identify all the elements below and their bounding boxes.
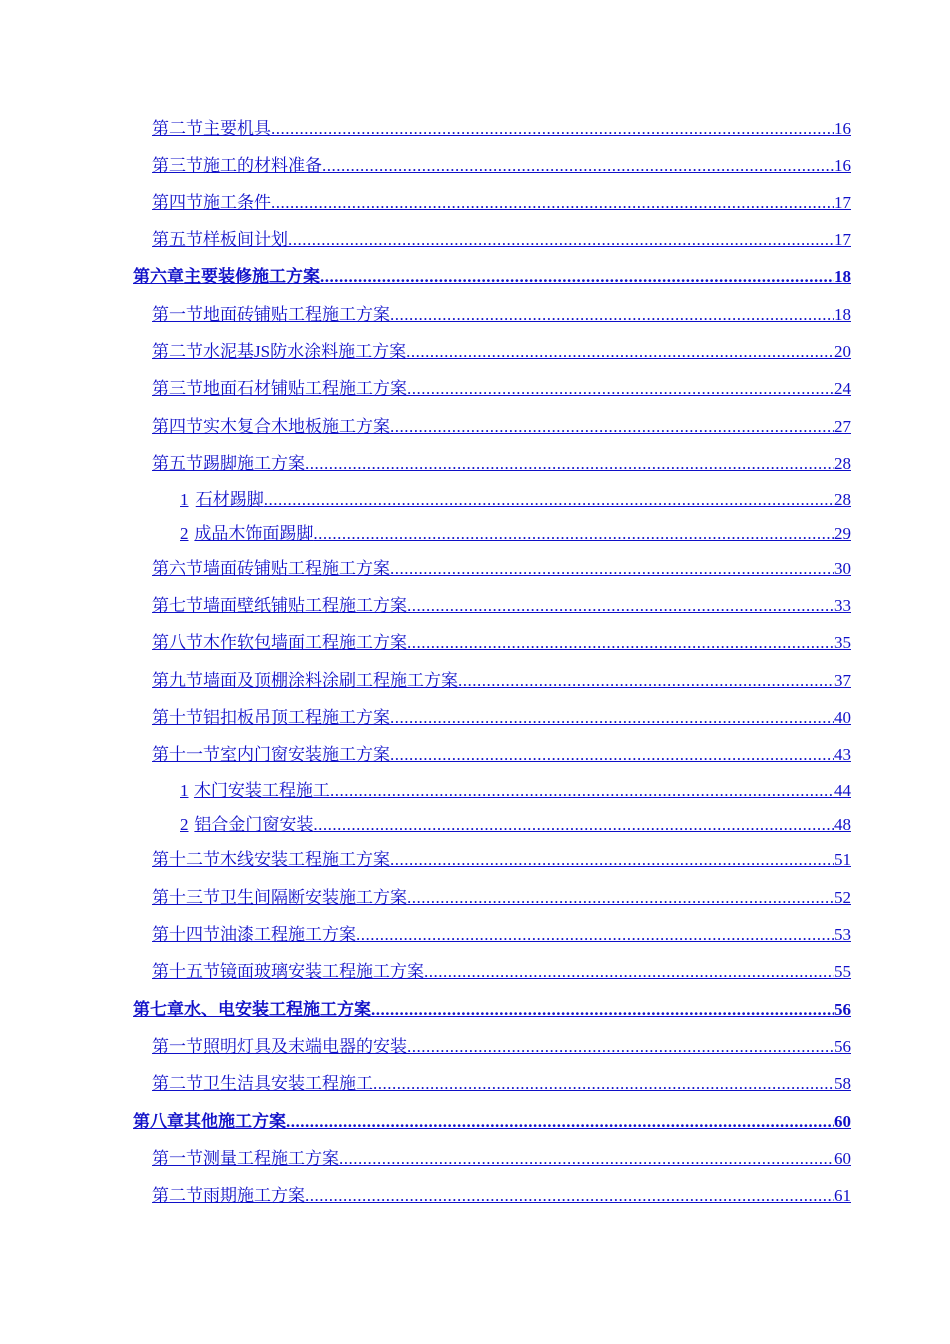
toc-page-number: 51 [834,850,851,869]
toc-entry-title: 地面砖铺贴工程施工方案 [203,305,390,324]
toc-entry-title: 水、电安装工程施工方案 [184,1000,371,1019]
toc-entry-title: 地面石材铺贴工程施工方案 [203,379,407,398]
toc-entry-section[interactable] [152,151,851,176]
toc-page-number: 43 [834,745,851,764]
toc-dot-leader [339,1149,834,1169]
toc-entry-title: 施工条件 [203,193,271,212]
toc-entry-section[interactable] [152,1032,851,1057]
toc-page-number: 16 [834,156,851,175]
toc-entry-number: 第四节 [152,417,203,436]
toc-page-number: 44 [834,781,851,800]
toc-entry-section[interactable] [152,1181,851,1206]
toc-entry-number: 第二节 [152,1186,203,1205]
toc-entry-number: 第十五节 [152,962,220,981]
toc-entry-number: 第七章 [133,1000,184,1019]
toc-entry-number: 第一节 [152,305,203,324]
toc-entry-section[interactable] [152,114,851,139]
toc-dot-leader [390,850,834,870]
toc-dot-leader [305,454,834,474]
toc-entry-number: 第三节 [152,156,203,175]
toc-entry-title: 踢脚施工方案 [203,454,305,473]
toc-page-number: 27 [834,417,851,436]
toc-page-number: 17 [834,230,851,249]
toc-page-number: 20 [834,342,851,361]
toc-entry-title: 照明灯具及末端电器的安装 [203,1037,407,1056]
toc-entry-section[interactable] [152,920,851,945]
toc-entry-title: 样板间计划 [203,230,288,249]
toc-dot-leader [330,781,834,801]
toc-dot-leader [407,379,834,399]
toc-entry-number: 第九节 [152,671,203,690]
toc-entry-section[interactable] [152,703,851,728]
toc-entry-section[interactable] [152,883,851,908]
toc-dot-leader [406,342,834,362]
toc-dot-leader [286,1112,834,1132]
toc-entry-section[interactable] [152,628,851,653]
toc-entry-title: 铝合金门窗安装 [194,815,314,834]
toc-entry-number: 第四节 [152,193,203,212]
toc-entry-section[interactable] [152,300,851,325]
toc-dot-leader [322,156,834,176]
toc-entry-number: 第十四节 [152,925,220,944]
toc-entry-section[interactable] [152,225,851,250]
toc-page-number: 52 [834,888,851,907]
toc-dot-leader [407,633,834,653]
toc-page-number: 56 [834,1000,851,1019]
toc-dot-leader [264,490,834,510]
toc-entry-number: 第八章 [133,1112,184,1131]
toc-entry-title: 铝扣板吊顶工程施工方案 [203,708,390,727]
toc-entry-title: 墙面壁纸铺贴工程施工方案 [203,596,407,615]
toc-dot-leader [371,1000,834,1020]
toc-entry-title: 镜面玻璃安装工程施工方案 [220,962,424,981]
toc-entry-sub[interactable] [180,519,851,544]
toc-entry-number: 第五节 [152,230,203,249]
toc-entry-number: 第十三节 [152,888,220,907]
toc-page-number: 16 [834,119,851,138]
toc-entry-title: 实木复合木地板施工方案 [203,417,390,436]
toc-page-number: 18 [834,305,851,324]
toc-entry-section[interactable] [152,337,851,362]
toc-page-number: 53 [834,925,851,944]
toc-dot-leader [407,888,834,908]
toc-page-number: 60 [834,1149,851,1168]
toc-entry-title: 油漆工程施工方案 [220,925,356,944]
toc-entry-chapter[interactable] [133,1107,851,1132]
toc-dot-leader [313,815,834,835]
toc-entry-title: 石材踢脚 [195,490,264,509]
toc-dot-leader [305,1186,834,1206]
toc-entry-number: 2 [180,815,189,834]
toc-entry-section[interactable] [152,449,851,474]
toc-entry-number: 第六节 [152,559,203,578]
toc-dot-leader [390,305,834,325]
toc-entry-title: 墙面砖铺贴工程施工方案 [203,559,390,578]
toc-entry-section[interactable] [152,591,851,616]
toc-page-number: 48 [834,815,851,834]
toc-dot-leader [271,193,834,213]
toc-page-number: 28 [834,490,851,509]
toc-page-number: 55 [834,962,851,981]
toc-dot-leader [458,671,834,691]
toc-entry-title: 主要机具 [203,119,271,138]
toc-entry-number: 第六章 [133,267,184,286]
toc-entry-title: 施工的材料准备 [203,156,322,175]
toc-entry-section[interactable] [152,845,851,870]
toc-entry-title: 雨期施工方案 [203,1186,305,1205]
toc-entry-section[interactable] [152,666,851,691]
toc-entry-number: 2 [180,524,189,543]
toc-entry-number: 第二节 [152,342,203,361]
toc-entry-number: 第十节 [152,708,203,727]
toc-entry-title: 卫生洁具安装工程施工 [203,1074,373,1093]
toc-entry-section[interactable] [152,554,851,579]
toc-page-number: 37 [834,671,851,690]
toc-entry-number: 第一节 [152,1149,203,1168]
toc-entry-number: 第七节 [152,596,203,615]
toc-page-number: 28 [834,454,851,473]
toc-entry-title: 木门安装工程施工 [193,781,330,800]
toc-entry-section[interactable] [152,412,851,437]
toc-entry-section[interactable] [152,1069,851,1094]
toc-dot-leader [271,119,834,139]
toc-dot-leader [356,925,834,945]
toc-page-number: 17 [834,193,851,212]
toc-dot-leader [288,230,834,250]
toc-page-number: 30 [834,559,851,578]
toc-entry-section[interactable] [152,740,851,765]
toc-entry-number: 第五节 [152,454,203,473]
toc-dot-leader [373,1074,834,1094]
toc-entry-section[interactable] [152,1144,851,1169]
toc-entry-section[interactable] [152,188,851,213]
toc-entry-sub[interactable] [180,776,851,801]
toc-entry-number: 1 [180,490,189,509]
toc-dot-leader [313,524,834,544]
toc-dot-leader [390,745,834,765]
toc-entry-number: 1 [180,781,189,800]
toc-entry-chapter[interactable] [133,995,851,1020]
toc-entry-title: 室内门窗安装施工方案 [220,745,390,764]
toc-entry-number: 第三节 [152,379,203,398]
toc-entry-title: 卫生间隔断安装施工方案 [220,888,407,907]
toc-entry-title: 主要装修施工方案 [184,267,320,286]
toc-page-number: 35 [834,633,851,652]
toc-page-number: 40 [834,708,851,727]
toc-entry-number: 第二节 [152,1074,203,1093]
toc-entry-sub[interactable] [180,485,851,510]
toc-page-number: 61 [834,1186,851,1205]
toc-entry-section[interactable] [152,374,851,399]
toc-dot-leader [424,962,834,982]
toc-dot-leader [390,559,834,579]
toc-page-number: 58 [834,1074,851,1093]
toc-entry-title: 木线安装工程施工方案 [220,850,390,869]
toc-entry-number: 第一节 [152,1037,203,1056]
toc-page-number: 60 [834,1112,851,1131]
toc-entry-title: 木作软包墙面工程施工方案 [203,633,407,652]
toc-entry-title: 其他施工方案 [184,1112,286,1131]
toc-dot-leader [390,417,834,437]
toc-entry-title: 成品木饰面踢脚 [194,524,314,543]
toc-entry-number: 第二节 [152,119,203,138]
toc-page-number: 33 [834,596,851,615]
toc-entry-number: 第八节 [152,633,203,652]
toc-dot-leader [407,596,834,616]
toc-page-number: 18 [834,267,851,286]
toc-page-number: 24 [834,379,851,398]
toc-entry-sub[interactable] [180,810,851,835]
toc-dot-leader [390,708,834,728]
toc-entry-title: 水泥基JS防水涂料施工方案 [203,342,407,361]
toc-page-number: 56 [834,1037,851,1056]
toc-entry-number: 第十二节 [152,850,220,869]
toc-entry-chapter[interactable] [133,262,851,287]
toc-entry-title: 测量工程施工方案 [203,1149,339,1168]
toc-entry-section[interactable] [152,957,851,982]
toc-entry-title: 墙面及顶棚涂料涂刷工程施工方案 [203,671,458,690]
toc-dot-leader [407,1037,834,1057]
toc-dot-leader [320,267,834,287]
toc-entry-number: 第十一节 [152,745,220,764]
toc-page-number: 29 [834,524,851,543]
